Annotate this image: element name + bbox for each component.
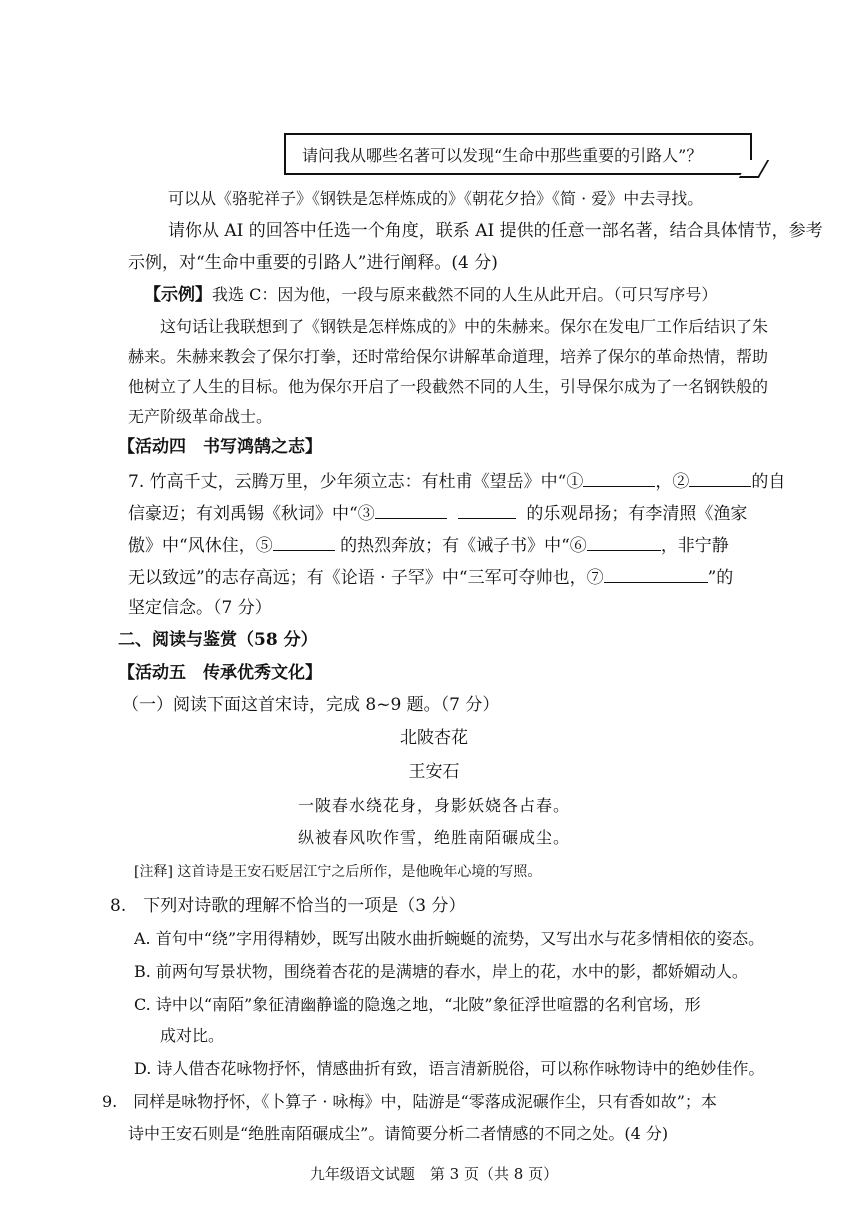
q7-text: 信豪迈；有刘禹锡《秋词》中“③ [128, 504, 375, 524]
q8-option-d[interactable]: D. 诗人借杏花咏物抒怀，情感曲折有致，语言清新脱俗，可以称作咏物诗中的绝妙佳作。 [134, 1059, 765, 1078]
example-row [144, 283, 717, 307]
example-para-2: 赫来。朱赫来教会了保尔打拳，还时常给保尔讲解革命道理，培养了保尔的革命热情，帮助 [128, 347, 769, 366]
poem-line-1: 一陂春水绕花身，身影妖娆各占春。 [297, 796, 570, 815]
q7-text: 的热烈奔放；有《诫子书》中“⑥ [340, 536, 587, 556]
q7-line-2 [128, 500, 747, 526]
example-para-1: 这句话让我联想到了《钢铁是怎样炼成的》中的朱赫来。保尔在发电厂工作后结识了朱 [160, 317, 769, 336]
example-para-3: 他树立了人生的目标。他为保尔开启了一段截然不同的人生，引导保尔成为了一名钢铁般的 [128, 377, 769, 396]
ai-answer: 可以从《骆驼祥子》《钢铁是怎样炼成的》《朝花夕拾》《简 · 爱》中去寻找。 [168, 189, 704, 208]
answer-blank-3a[interactable] [375, 500, 447, 519]
q7-text: ，非宁静 [660, 536, 729, 556]
q8-option-c-cont: 成对比。 [160, 1026, 225, 1045]
answer-blank-5[interactable] [273, 532, 335, 551]
q9-line-1: 9. 同样是咏物抒怀，《卜算子 · 咏梅》中，陆游是“零落成泥碾作尘，只有香如故”；本 [102, 1092, 717, 1111]
example-label: 【示例】 [144, 285, 212, 305]
answer-blank-2[interactable] [689, 468, 751, 487]
task-line-1: 请你从 AI 的回答中任选一个角度，联系 AI 提供的任意一部名著，结合具体情节，参考 [168, 221, 823, 241]
q8-option-c[interactable]: C. 诗中以“南陌”象征清幽静谧的隐逸之地，“北陂”象征浮世喧嚣的名利官场，形 [134, 995, 701, 1014]
q7-line-3 [128, 532, 729, 558]
poem-title: 北陂杏花 [400, 728, 468, 748]
example-para-4: 无产阶级革命战士。 [128, 407, 273, 426]
q9-line-2: 诗中王安石则是“绝胜南陌碾成尘”。请简要分析二者情感的不同之处。(4 分) [128, 1124, 669, 1143]
answer-blank-3b[interactable] [458, 500, 516, 519]
q7-text: ”的 [707, 568, 734, 588]
q7-line-4 [128, 564, 733, 590]
poem-note: [注释] 这首诗是王安石贬居江宁之后所作，是他晚年心境的写照。 [134, 864, 542, 880]
q7-text: ，② [655, 472, 690, 492]
example-choice: 我选 C：因为他，一段与原来截然不同的人生从此开启。（可只写序号） [212, 285, 718, 304]
q7-text: 的自 [751, 472, 786, 492]
q7-text: 无以致远”的志存高远；有《论语 · 子罕》中“三军可夺帅也，⑦ [128, 568, 604, 588]
q7-text: 竹高千丈，云腾万里，少年须立志：有杜甫《望岳》中“① [149, 472, 584, 492]
task-line-2: 示例，对“生命中重要的引路人”进行阐释。(4 分) [128, 253, 498, 273]
page-footer: 九年级语文试题 第 3 页（共 8 页） [309, 1165, 559, 1183]
part1-intro: （一）阅读下面这首宋诗，完成 8~9 题。（7 分） [122, 695, 500, 715]
bubble-question: 请问我从哪些名著可以发现“生命中那些重要的引路人”？ [302, 146, 703, 165]
q8-option-a[interactable]: A. 首句中“绕”字用得精妙，既写出陂水曲折蜿蜒的流势，又写出水与花多情相依的姿态。 [134, 929, 765, 948]
q7-number: 7. [128, 472, 145, 492]
question-bubble [284, 133, 752, 175]
q8-option-b[interactable]: B. 前两句写景状物，围绕着杏花的是满塘的春水，岸上的花，水中的影，都娇媚动人。 [134, 962, 748, 981]
answer-blank-6[interactable] [587, 532, 661, 551]
activity5-title: 【活动五 传承优秀文化】 [118, 663, 322, 683]
q7-line-1 [128, 468, 785, 494]
q7-text: 傲》中“风休住，⑤ [128, 536, 273, 556]
q7-text: 的乐观昂扬；有李清照《渔家 [526, 504, 748, 524]
activity4-title: 【活动四 书写鸿鹄之志】 [118, 437, 322, 457]
q7-line-5: 坚定信念。（7 分） [128, 598, 272, 618]
answer-blank-1[interactable] [583, 468, 655, 487]
poem-line-2: 纵被春风吹作雪，绝胜南陌碾成尘。 [297, 828, 570, 847]
answer-blank-7[interactable] [604, 564, 708, 583]
section2-title: 二、阅读与鉴赏（58 分） [118, 630, 318, 650]
poem-author: 王安石 [408, 762, 460, 782]
q8-stem: 8. 下列对诗歌的理解不恰当的一项是（3 分） [110, 896, 466, 916]
